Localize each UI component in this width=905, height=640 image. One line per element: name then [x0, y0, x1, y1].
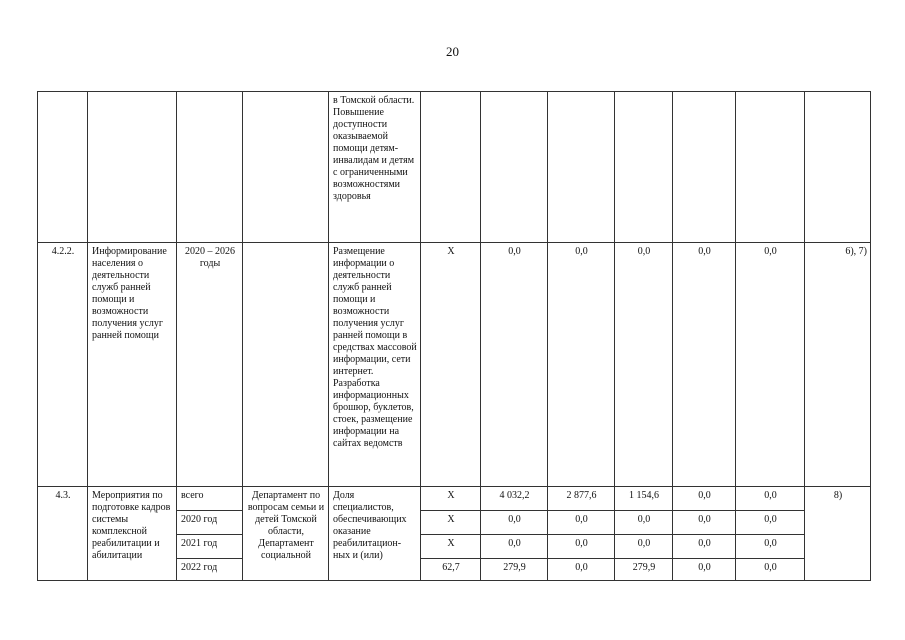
cell-extra: 0,0 [736, 535, 805, 559]
cell-extra: 0,0 [736, 243, 805, 487]
cell-reg: 0,0 [615, 243, 673, 487]
cell-num: 4.3. [38, 487, 88, 581]
cell-indicator: в Томской области. Повышение доступности оказываемой помощи детям-инвалидам и детям с ограниченными возможностями здоровья [329, 92, 421, 243]
cell-reg: 1 154,6 [615, 487, 673, 511]
cell-total: 0,0 [481, 243, 548, 487]
cell-mun: 0,0 [673, 559, 736, 581]
cell-note: 8) [805, 487, 871, 581]
table-row [38, 243, 871, 487]
cell-fed [548, 92, 615, 243]
cell-mun: 0,0 [673, 243, 736, 487]
cell-period: 2022 год [177, 559, 243, 581]
table-row [38, 92, 871, 243]
cell-num [38, 92, 88, 243]
cell-name: Информирование населения о деятельности служб ранней помощи и возможности получения услуг ранней помощи [88, 243, 177, 487]
cell-extra: 0,0 [736, 487, 805, 511]
cell-total: 279,9 [481, 559, 548, 581]
cell-period: 2020 – 2026 годы [177, 243, 243, 487]
cell-extra: 0,0 [736, 559, 805, 581]
cell-period: всего [177, 487, 243, 511]
cell-name [88, 92, 177, 243]
cell-total [481, 92, 548, 243]
cell-reg: 279,9 [615, 559, 673, 581]
cell-period: 2020 год [177, 511, 243, 535]
cell-fed: 0,0 [548, 243, 615, 487]
cell-name: Мероприятия по подготовке кадров системы комплексной реабилитации и абилитации [88, 487, 177, 581]
cell-indicator: Размещение информации о деятельности служб ранней помощи и возможности получения услуг ранней помощи в средствах массовой информации, сети интернет. Разработка информационных брошюр, буклетов, стоек, размещение информации на сайтах ведомств [329, 243, 421, 487]
cell-extra [736, 92, 805, 243]
cell-period: 2021 год [177, 535, 243, 559]
cell-fed: 2 877,6 [548, 487, 615, 511]
cell-mun: 0,0 [673, 535, 736, 559]
cell-total: 0,0 [481, 535, 548, 559]
table-row [38, 487, 871, 511]
cell-executor [243, 243, 329, 487]
cell-mun [673, 92, 736, 243]
cell-extra: 0,0 [736, 511, 805, 535]
cell-reg: 0,0 [615, 511, 673, 535]
cell-note: 6), 7) [805, 243, 871, 487]
program-table [37, 91, 871, 581]
cell-executor: Департамент по вопросам семьи и детей Томской области, Департамент социальной [243, 487, 329, 581]
cell-mun: 0,0 [673, 511, 736, 535]
page-number: 20 [446, 44, 459, 59]
cell-value: Х [421, 487, 481, 511]
cell-total: 0,0 [481, 511, 548, 535]
cell-value [421, 92, 481, 243]
cell-value: Х [421, 535, 481, 559]
cell-fed: 0,0 [548, 559, 615, 581]
cell-value: Х [421, 511, 481, 535]
cell-fed: 0,0 [548, 535, 615, 559]
cell-indicator: Доля специалистов, обеспечивающих оказание реабилитацион-ных и (или) [329, 487, 421, 581]
cell-note [805, 92, 871, 243]
cell-reg: 0,0 [615, 535, 673, 559]
cell-mun: 0,0 [673, 487, 736, 511]
cell-executor [243, 92, 329, 243]
cell-value: 62,7 [421, 559, 481, 581]
cell-fed: 0,0 [548, 511, 615, 535]
cell-period [177, 92, 243, 243]
cell-reg [615, 92, 673, 243]
cell-value: Х [421, 243, 481, 487]
cell-num: 4.2.2. [38, 243, 88, 487]
cell-total: 4 032,2 [481, 487, 548, 511]
